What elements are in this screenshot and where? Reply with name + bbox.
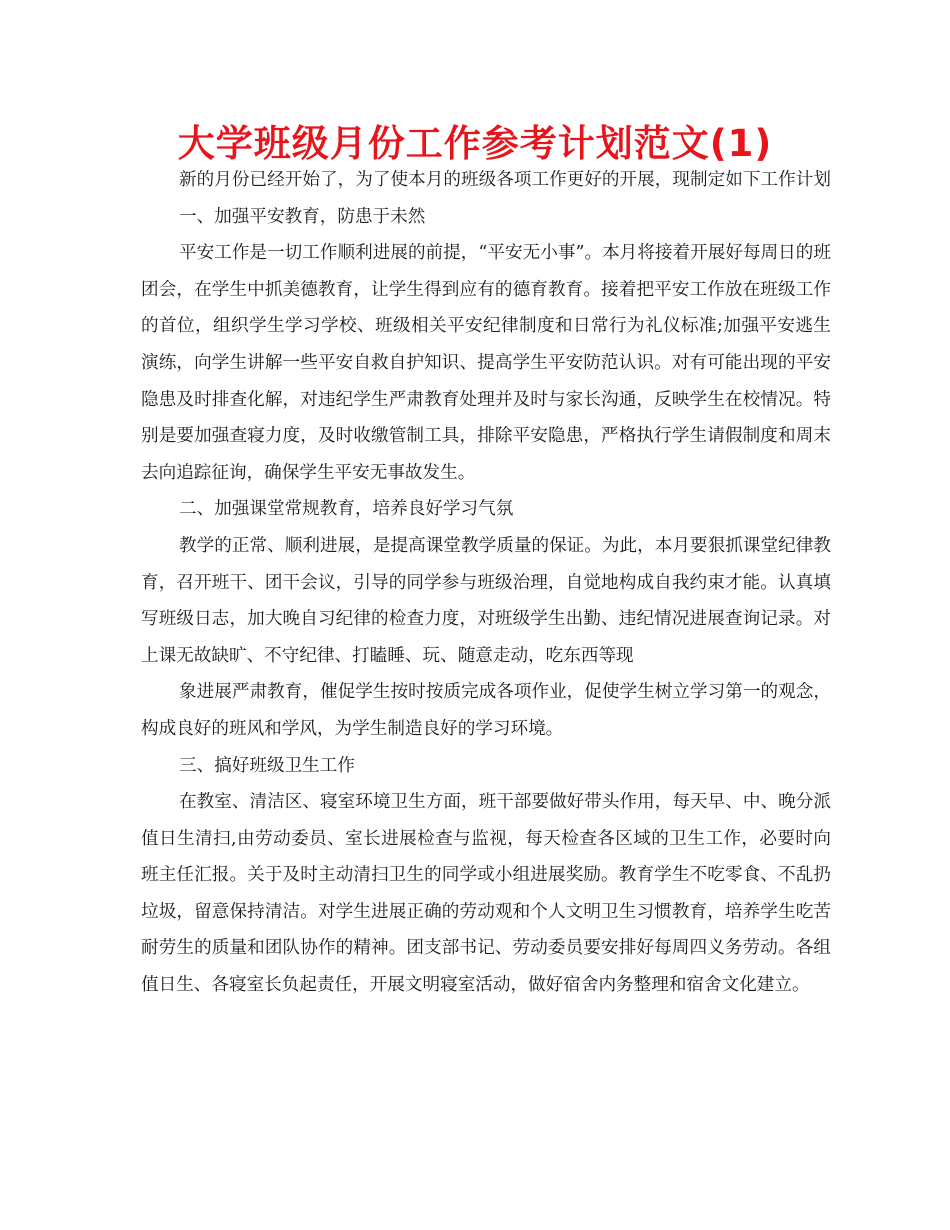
intro-text: 新的月份已经开始了，为了使本月的班级各项工作更好的开展，现制定如下工作计划 bbox=[179, 170, 831, 190]
section-1-paragraph: 平安工作是一切工作顺利进展的前提，“平安无小事”。本月将接着开展好每周日的班团会，在学生中抓美德教育，让学生得到应有的德育教育。接着把平安工作放在班级工作的首位，组织学生学习学校、班级相关平安纪律制度和日常行为礼仪标准;加强平安逃生演练，向学生讲解一些平安自救自护知识、提高学生平安防范认识。对有可能出现的平安隐患及时排查化解，对违纪学生严肃教育处理并及时与家长沟通，反映学生在校情况。特别是要加强查寝力度，及时收缴管制工具，排除平安隐患，严格执行学生请假制度和周末去向追踪征询，确保学生平安无事故发生。 bbox=[141, 243, 831, 483]
section-2-heading: 二、加强课堂常规教育，培养良好学习气氛 bbox=[179, 499, 514, 520]
section-3-heading: 三、搞好班级卫生工作 bbox=[179, 755, 355, 776]
document-body bbox=[141, 162, 831, 1004]
section-2-paragraph-2: 象进展严肃教育，催促学生按时按质完成各项作业，促使学生树立学习第一的观念，构成良好的班风和学风，为学生制造良好的学习环境。 bbox=[141, 682, 831, 739]
section-2-paragraph-1: 教学的正常、顺利进展，是提高课堂教学质量的保证。为此，本月要狠抓课堂纪律教育，召开班干、团干会议，引导的同学参与班级治理，自觉地构成自我约束才能。认真填写班级日志，加大晚自习纪律的检查力度，对班级学生出勤、违纪情况进展查询记录。对上课无故缺旷、不守纪律、打瞌睡、玩、随意走动，吃东西等现 bbox=[141, 535, 831, 666]
intro-paragraph bbox=[141, 162, 831, 235]
section-1-heading: 一、加强平安教育，防患于未然 bbox=[179, 206, 426, 227]
section-3-paragraph: 在教室、清洁区、寝室环境卫生方面，班干部要做好带头作用，每天早、中、晚分派值日生清扫,由劳动委员、室长进展检查与监视，每天检查各区域的卫生工作，必要时向班主任汇报。关于及时主动清扫卫生的同学或小组进展奖励。教育学生不吃零食、不乱扔垃圾，留意保持清洁。对学生进展正确的劳动观和个人文明卫生习惯教育，培养学生吃苦耐劳生的质量和团队协作的精神。团支部书记、劳动委员要安排好每周四义务劳动。各组值日生、各寝室长负起责任，开展文明寝室活动，做好宿舍内务整理和宿舍文化建立。 bbox=[141, 792, 831, 996]
document-title: 大学班级月份工作参考计划范文(1) bbox=[177, 122, 773, 165]
